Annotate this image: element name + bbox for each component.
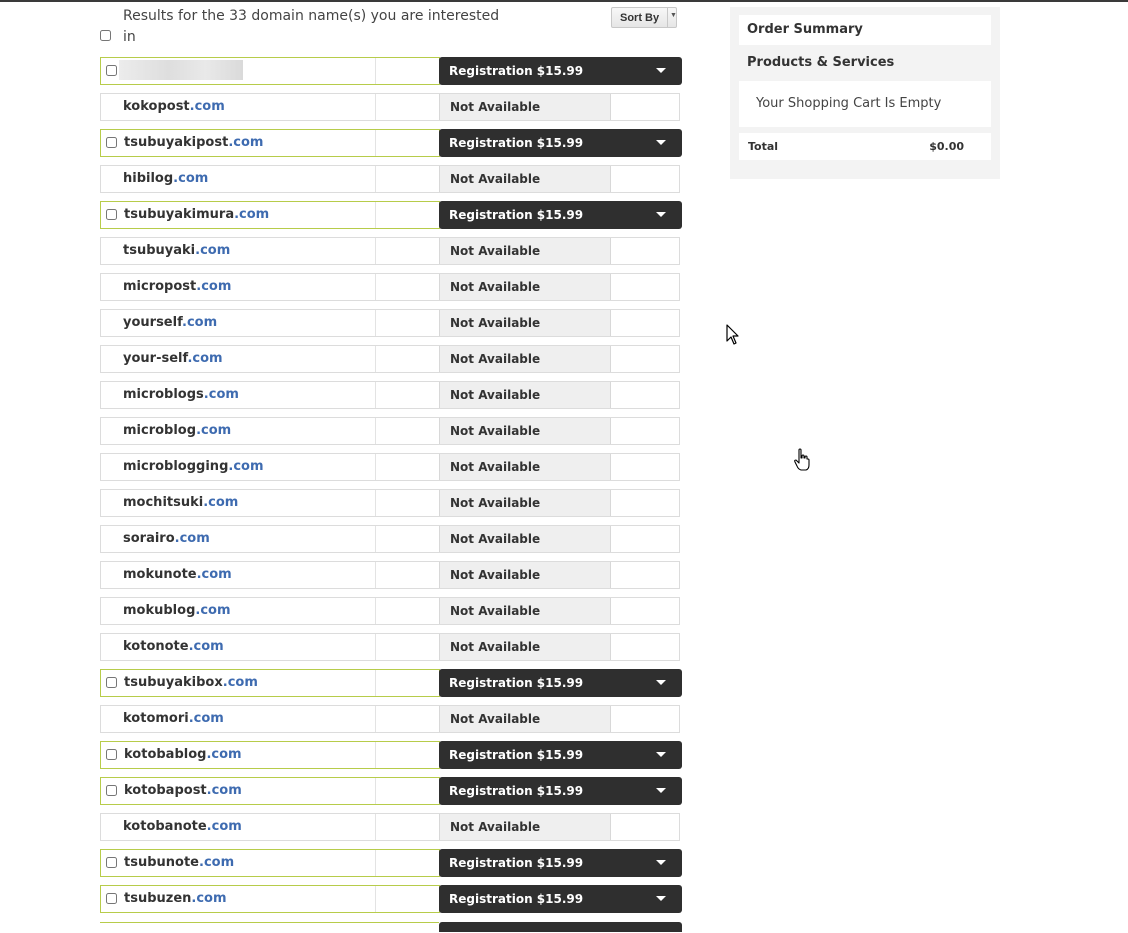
register-label: Registration $15.99	[449, 64, 584, 78]
domain-tld: .com	[188, 639, 224, 654]
results-heading: Results for the 33 domain name(s) you are interested in	[123, 8, 500, 45]
domain-name	[123, 171, 208, 186]
total-amount: $0.00	[929, 140, 964, 153]
domain-checkbox[interactable]	[106, 749, 117, 760]
table-row	[100, 561, 682, 589]
caret-down-icon[interactable]: ▼	[670, 12, 677, 19]
table-row	[100, 381, 682, 409]
cell-divider	[375, 814, 376, 840]
domain-sld: sorairo	[123, 531, 175, 546]
domain-checkbox[interactable]	[106, 893, 117, 904]
domain-checkbox[interactable]	[106, 209, 117, 220]
domain-tld: .com	[174, 531, 210, 546]
domain-tld: .com	[188, 711, 224, 726]
domain-name	[124, 783, 242, 798]
domain-tld: .com	[228, 459, 264, 474]
domain-tld: .com	[206, 747, 242, 762]
cell-divider	[375, 526, 376, 552]
total-row	[739, 133, 991, 160]
register-label: Registration $15.99	[449, 208, 584, 222]
register-dropdown-button[interactable]	[439, 849, 682, 877]
domain-tld: .com	[228, 135, 264, 150]
mouse-pointer-icon	[726, 324, 740, 346]
domain-sld: tsubuyaki	[123, 243, 196, 258]
not-available-badge: Not Available	[439, 346, 611, 372]
domain-sld: kotobablog	[124, 747, 207, 762]
register-dropdown-button[interactable]	[439, 201, 682, 229]
cell-divider	[375, 490, 376, 516]
blurred-domain-name	[119, 60, 243, 80]
domain-tld: .com	[206, 819, 242, 834]
domain-name	[123, 459, 264, 474]
table-row	[100, 309, 682, 337]
domain-tld: .com	[195, 603, 231, 618]
cell-divider	[375, 130, 376, 156]
cell-divider	[375, 418, 376, 444]
not-available-badge: Not Available	[439, 274, 611, 300]
domain-sld: mokunote	[123, 567, 197, 582]
cell-divider	[375, 238, 376, 264]
domain-sld: microblogging	[123, 459, 229, 474]
not-available-badge: Not Available	[439, 490, 611, 516]
domain-sld: tsubunote	[124, 855, 199, 870]
domain-checkbox[interactable]	[106, 857, 117, 868]
cell-divider	[375, 454, 376, 480]
table-row	[100, 417, 682, 445]
domain-sld: tsubuzen	[124, 891, 192, 906]
table-row	[100, 885, 682, 913]
domain-tld: .com	[203, 387, 239, 402]
partial-cell	[100, 922, 439, 933]
not-available-badge: Not Available	[439, 526, 611, 552]
register-dropdown-button[interactable]	[439, 741, 682, 769]
cell-divider	[375, 166, 376, 192]
sort-by-button[interactable]	[611, 7, 677, 28]
table-row	[100, 93, 682, 121]
domain-name	[124, 135, 263, 150]
not-available-badge: Not Available	[439, 562, 611, 588]
domain-name	[123, 279, 231, 294]
table-row	[100, 201, 682, 229]
domain-tld: .com	[195, 243, 231, 258]
cell-divider	[375, 634, 376, 660]
hand-pointer-icon	[793, 448, 811, 472]
not-available-badge: Not Available	[439, 94, 611, 120]
domain-tld: .com	[222, 675, 258, 690]
domain-name	[123, 315, 217, 330]
domain-name	[123, 351, 223, 366]
domain-name	[123, 531, 210, 546]
domain-sld: kotobanote	[123, 819, 207, 834]
domain-sld: yourself	[123, 315, 183, 330]
not-available-badge: Not Available	[439, 166, 611, 192]
register-label: Registration $15.99	[449, 856, 584, 870]
caret-down-icon	[656, 140, 666, 145]
sort-by-separator	[667, 8, 668, 27]
domain-sld: kotomori	[123, 711, 189, 726]
register-dropdown-button[interactable]	[439, 669, 682, 697]
domain-name	[123, 819, 242, 834]
domain-tld: .com	[189, 99, 225, 114]
domain-sld: microblog	[123, 423, 197, 438]
domain-sld: tsubuyakimura	[124, 207, 235, 222]
table-row	[100, 849, 682, 877]
domain-checkbox[interactable]	[106, 137, 117, 148]
register-dropdown-button[interactable]	[439, 777, 682, 805]
domain-sld: micropost	[123, 279, 197, 294]
caret-down-icon	[656, 896, 666, 901]
table-row	[100, 525, 682, 553]
domain-sld: kotonote	[123, 639, 189, 654]
not-available-badge: Not Available	[439, 814, 611, 840]
sort-by-label: Sort By	[620, 12, 660, 24]
caret-down-icon	[656, 68, 666, 73]
table-row	[100, 237, 682, 265]
register-dropdown-button[interactable]	[439, 129, 682, 157]
table-row-partial	[100, 922, 682, 932]
cell-divider	[375, 202, 376, 228]
domain-sld: kokopost	[123, 99, 190, 114]
domain-tld: .com	[196, 567, 232, 582]
not-available-badge: Not Available	[439, 382, 611, 408]
domain-name	[123, 387, 239, 402]
domain-tld: .com	[191, 891, 227, 906]
not-available-badge: Not Available	[439, 310, 611, 336]
domain-name	[123, 243, 230, 258]
cell-divider	[375, 778, 376, 804]
select-all-checkbox[interactable]	[100, 30, 111, 41]
register-label: Registration $15.99	[449, 748, 584, 762]
cell-divider	[375, 94, 376, 120]
caret-down-icon	[656, 752, 666, 757]
domain-tld: .com	[173, 171, 209, 186]
not-available-badge: Not Available	[439, 706, 611, 732]
table-row	[100, 57, 682, 85]
domain-checkbox[interactable]	[106, 65, 117, 76]
register-label: Registration $15.99	[449, 136, 584, 150]
domain-name	[123, 99, 225, 114]
cart-empty-message: Your Shopping Cart Is Empty	[739, 81, 991, 127]
table-row	[100, 741, 682, 769]
order-summary-panel	[730, 7, 1000, 179]
caret-down-icon	[656, 788, 666, 793]
cell-divider	[375, 58, 376, 84]
cell-divider	[375, 274, 376, 300]
cell-divider	[375, 598, 376, 624]
domain-sld: microblogs	[123, 387, 204, 402]
table-row	[100, 813, 682, 841]
domain-tld: .com	[187, 351, 223, 366]
domain-name	[123, 567, 232, 582]
domain-tld: .com	[199, 855, 235, 870]
table-row	[100, 633, 682, 661]
table-row	[100, 273, 682, 301]
not-available-badge: Not Available	[439, 238, 611, 264]
table-row	[100, 597, 682, 625]
domain-tld: .com	[203, 495, 239, 510]
order-summary-title: Order Summary	[739, 15, 991, 45]
register-label: Registration $15.99	[449, 892, 584, 906]
table-row	[100, 165, 682, 193]
domain-name	[124, 675, 258, 690]
cell-divider	[375, 886, 376, 912]
domain-name	[123, 711, 224, 726]
domain-sld: kotobapost	[124, 783, 207, 798]
domain-name	[123, 603, 231, 618]
cell-divider	[375, 706, 376, 732]
domain-tld: .com	[206, 783, 242, 798]
not-available-badge: Not Available	[439, 418, 611, 444]
domain-name	[124, 891, 227, 906]
domain-tld: .com	[196, 279, 232, 294]
cell-divider	[375, 382, 376, 408]
not-available-badge: Not Available	[439, 598, 611, 624]
domain-name	[123, 495, 238, 510]
domain-sld: mokublog	[123, 603, 196, 618]
domain-sld: tsubuyakipost	[124, 135, 229, 150]
not-available-badge: Not Available	[439, 454, 611, 480]
domain-checkbox[interactable]	[106, 677, 117, 688]
caret-down-icon	[656, 212, 666, 217]
cell-divider	[375, 742, 376, 768]
domain-tld: .com	[196, 423, 232, 438]
domain-name	[124, 207, 269, 222]
domain-sld: your-self	[123, 351, 188, 366]
products-services-title: Products & Services	[747, 55, 895, 70]
domain-name	[123, 423, 231, 438]
cell-divider	[375, 670, 376, 696]
caret-down-icon	[656, 860, 666, 865]
register-dropdown-button[interactable]	[439, 885, 682, 913]
not-available-badge: Not Available	[439, 634, 611, 660]
table-row	[100, 777, 682, 805]
cell-divider	[375, 850, 376, 876]
caret-down-icon	[656, 680, 666, 685]
register-dropdown-button[interactable]	[439, 57, 682, 85]
total-label: Total	[748, 140, 779, 153]
domain-tld: .com	[182, 315, 218, 330]
domain-sld: hibilog	[123, 171, 174, 186]
table-row	[100, 705, 682, 733]
cell-divider	[375, 562, 376, 588]
table-row	[100, 345, 682, 373]
table-row	[100, 669, 682, 697]
domain-checkbox[interactable]	[106, 785, 117, 796]
table-row	[100, 489, 682, 517]
domain-name	[124, 855, 234, 870]
cell-divider	[375, 346, 376, 372]
domain-sld: mochitsuki	[123, 495, 204, 510]
register-label: Registration $15.99	[449, 676, 584, 690]
domain-tld: .com	[234, 207, 270, 222]
domain-name	[123, 639, 224, 654]
cell-divider	[375, 310, 376, 336]
top-border	[0, 0, 1128, 2]
table-row	[100, 453, 682, 481]
domain-sld: tsubuyakibox	[124, 675, 223, 690]
partial-register-button[interactable]	[439, 922, 682, 932]
register-label: Registration $15.99	[449, 784, 584, 798]
domain-name	[124, 747, 242, 762]
table-row	[100, 129, 682, 157]
